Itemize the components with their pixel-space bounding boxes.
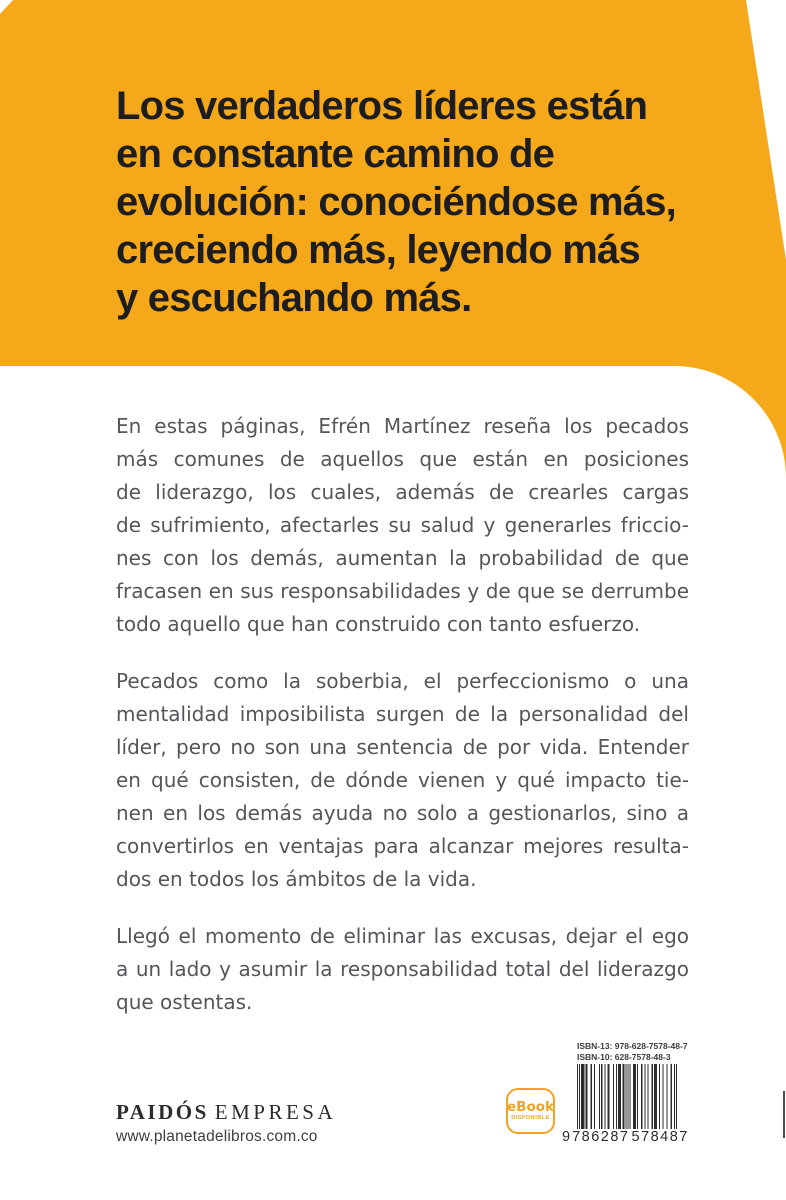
paragraph-line: de liderazgo, los cuales, además de crearles cargas <box>116 480 689 504</box>
paragraph <box>116 665 689 896</box>
barcode-digits <box>561 1129 689 1147</box>
paragraph <box>116 920 689 1019</box>
headline-line: en constante camino de <box>116 132 555 176</box>
headline-line: evolución: conociéndose más, <box>116 180 676 224</box>
paragraph-line: de sufrimiento, afectarles su salud y generarles friccio- <box>116 513 689 537</box>
paragraph-line: todo aquello que han construido con tanto esfuerzo. <box>116 612 641 636</box>
paragraph-line: dos en todos los ámbitos de la vida. <box>116 867 477 891</box>
paragraph-line: Llegó el momento de eliminar las excusas, dejar el ego <box>116 924 689 948</box>
publisher-name-primary: PAIDÓS <box>116 1100 209 1124</box>
paragraph-line: más comunes de aquellos que están en posiciones <box>116 447 689 471</box>
ebook-available-badge <box>506 1088 555 1134</box>
headline-line: y escuchando más. <box>116 276 472 320</box>
isbn10-label: ISBN-10: 628-7578-48-3 <box>577 1052 671 1062</box>
paragraph-line: En estas páginas, Efrén Martínez reseña los pecados <box>116 414 689 438</box>
barcode-digit-group: 786287 <box>572 1129 630 1145</box>
publisher-website: www.planetadelibros.com.co <box>116 1128 318 1145</box>
publisher-name-secondary: EMPRESA <box>214 1100 337 1124</box>
paragraph-line: nen en los demás ayuda no solo a gestionarlos, sino a <box>116 801 689 825</box>
paragraph-line: mentalidad imposibilista surgen de la personalidad del <box>116 702 689 726</box>
right-edge-trim-mark <box>783 1091 785 1138</box>
paragraph-line: fracasen en sus responsabilidades y de que se derrumbe <box>116 579 689 603</box>
paragraph-line: a un lado y asumir la responsabilidad total del liderazgo <box>116 957 689 981</box>
ean13-barcode <box>577 1064 677 1139</box>
barcode-digit-group: 9 <box>562 1129 571 1145</box>
headline <box>116 82 761 322</box>
paragraph <box>116 410 689 641</box>
publisher-logo <box>116 1100 336 1147</box>
paragraph-line: Pecados como la soberbia, el perfeccionismo o una <box>116 669 689 693</box>
paragraph-line: que ostentas. <box>116 990 253 1014</box>
publisher-name <box>116 1100 336 1124</box>
paragraph-line: en qué consisten, de dónde vienen y qué impacto tie- <box>116 768 689 792</box>
paragraph-line: nes con los demás, aumentan la probabilidad de que <box>116 546 689 570</box>
barcode-digit-group: 578487 <box>631 1129 689 1145</box>
isbn13-label: ISBN-13: 978-628-7578-48-7 <box>577 1041 688 1051</box>
ebook-badge-title: eBook <box>507 1099 554 1115</box>
isbn-labels <box>577 1041 697 1063</box>
back-cover-text <box>116 410 689 1043</box>
headline-line: creciendo más, leyendo más <box>116 228 640 272</box>
headline-line: Los verdaderos líderes están <box>116 84 648 128</box>
paragraph-line: convertirlos en ventajas para alcanzar mejores resulta- <box>116 834 689 858</box>
paragraph-line: líder, pero no son una sentencia de por vida. Entender <box>116 735 689 759</box>
ebook-badge-subtitle: DISPONIBLE <box>511 1115 550 1121</box>
